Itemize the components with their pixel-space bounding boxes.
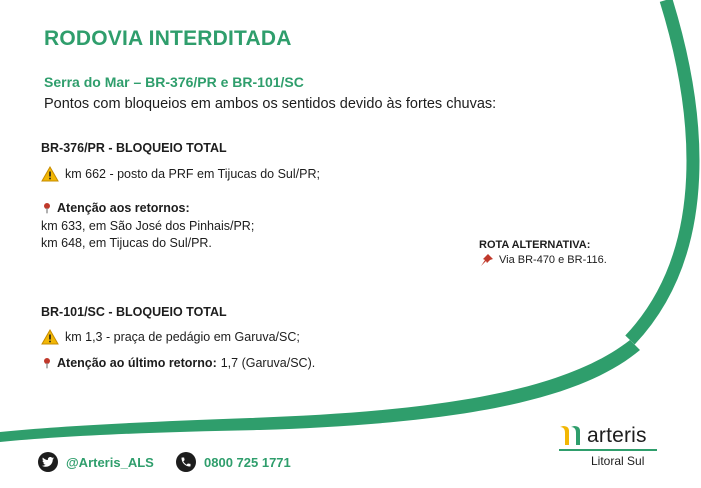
- phone-number[interactable]: [176, 452, 291, 472]
- section2-last-return: [41, 355, 315, 371]
- warning-icon: [41, 166, 59, 182]
- section2-last-return-value: 1,7 (Garuva/SC).: [220, 356, 316, 370]
- intro-text: Pontos com bloqueios em ambos os sentidos devido às fortes chuvas:: [44, 96, 497, 112]
- map-pin-icon: [41, 355, 53, 371]
- twitter-icon: [38, 452, 58, 472]
- page-title: RODOVIA INTERDITADA: [44, 27, 292, 50]
- brand-logo: [559, 424, 647, 448]
- section1-return-1: km 633, em São José dos Pinhais/PR;: [41, 219, 255, 233]
- phone-number-text: 0800 725 1771: [204, 454, 291, 470]
- alternative-route-text: Via BR-470 e BR-116.: [499, 254, 607, 266]
- section1-heading: BR-376/PR - BLOQUEIO TOTAL: [41, 141, 227, 155]
- warning-icon: [41, 329, 59, 345]
- section2-block-point: [41, 329, 300, 345]
- phone-icon: [176, 452, 196, 472]
- twitter-handle[interactable]: [38, 452, 154, 472]
- section1-block-point-text: km 662 - posto da PRF em Tijucas do Sul/PR;: [65, 167, 320, 181]
- section1-return-2: km 648, em Tijucas do Sul/PR.: [41, 236, 212, 250]
- section2-block-point-text: km 1,3 - praça de pedágio em Garuva/SC;: [65, 330, 300, 344]
- twitter-handle-text: @Arteris_ALS: [66, 454, 154, 470]
- brand-name: arteris: [587, 424, 647, 447]
- alternative-route-heading: ROTA ALTERNATIVA:: [479, 239, 591, 251]
- arteris-logo-icon: [559, 425, 583, 447]
- map-pin-icon: [41, 200, 53, 216]
- brand-subtitle: Litoral Sul: [591, 454, 645, 468]
- section1-returns-label: Atenção aos retornos:: [57, 201, 190, 215]
- swoosh-right-band: [630, 0, 693, 340]
- pushpin-icon: [479, 253, 495, 267]
- section1-block-point: [41, 166, 320, 182]
- alternative-route: [479, 253, 607, 267]
- section2-heading: BR-101/SC - BLOQUEIO TOTAL: [41, 305, 227, 319]
- brand-divider: [559, 449, 657, 451]
- section2-last-return-label: Atenção ao último retorno:: [57, 356, 217, 370]
- section1-returns-heading: [41, 200, 190, 216]
- subtitle: Serra do Mar – BR-376/PR e BR-101/SC: [44, 74, 304, 90]
